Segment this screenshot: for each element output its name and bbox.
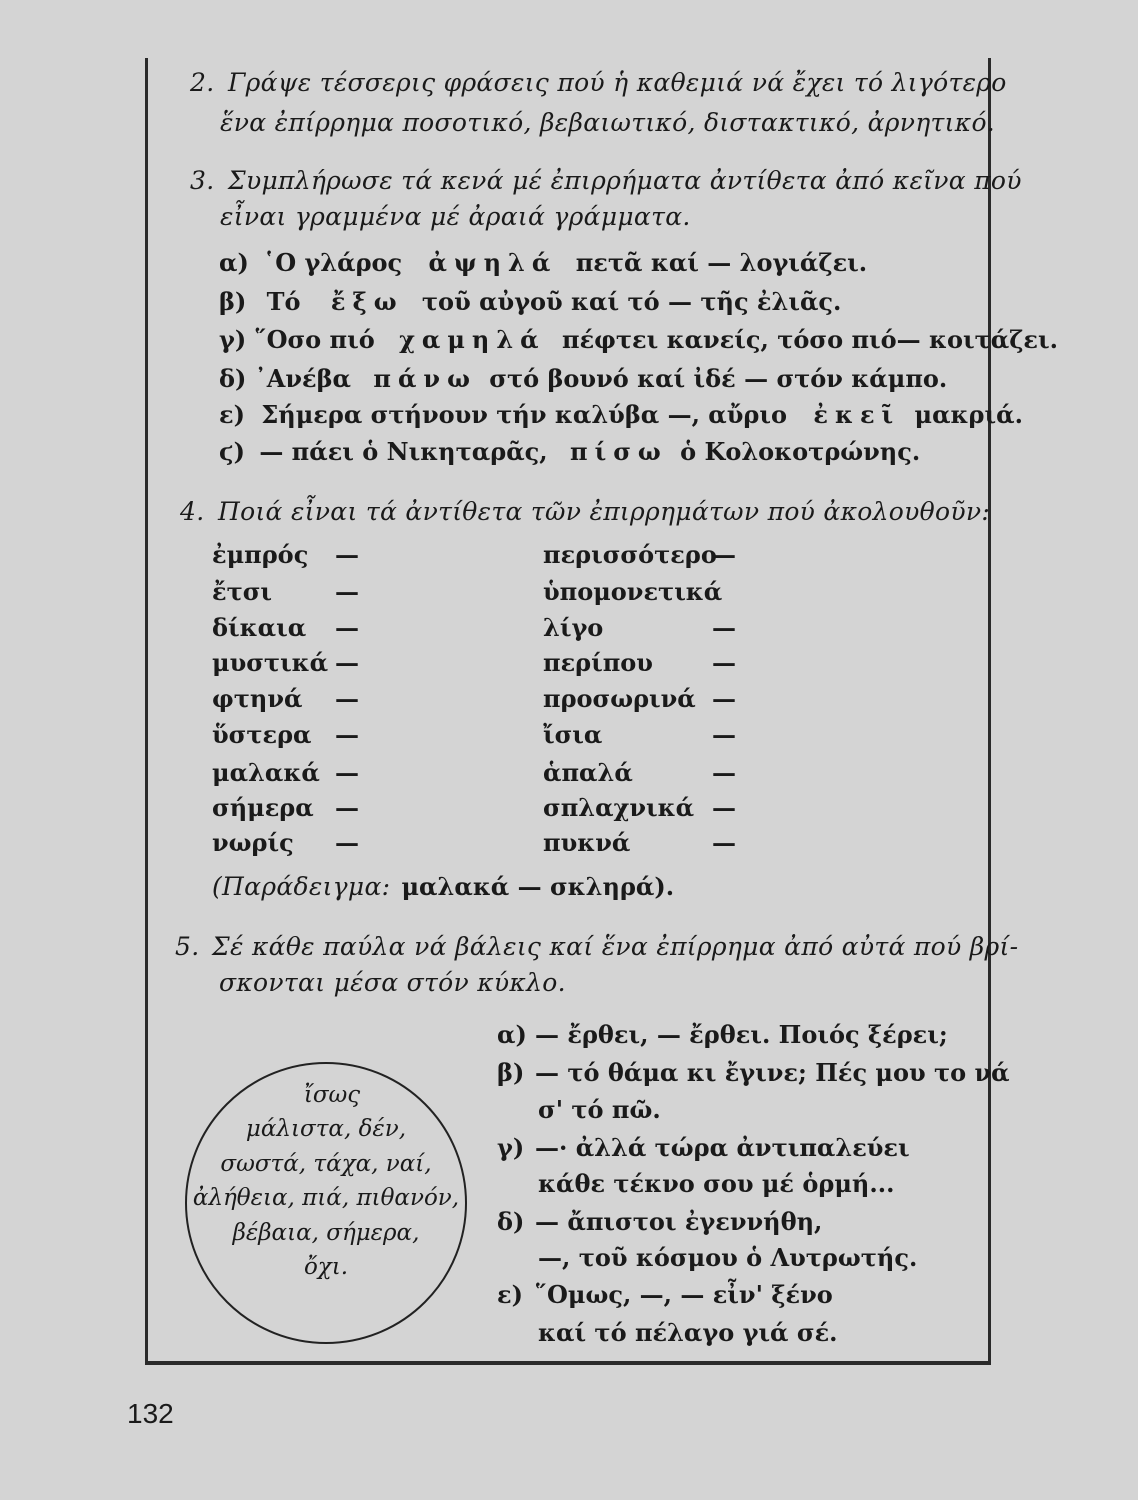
exercise-4-right-dash: — [712,648,736,677]
exercise-5-text: καί τό πέλαγο γιά σέ. [538,1318,838,1347]
exercise-5-text: —· ἀλλά τώρα ἀντιπαλεύει [535,1133,910,1162]
exercise-4-left-dash: — [335,758,359,787]
exercise-3-item: ϛ) — πάει ὁ Νικηταρᾶς, πίσω ὁ Κολοκοτρώνης. [219,437,921,466]
exercise-5-text: σ' τό πῶ. [538,1095,661,1124]
exercise-4-right-dash: — [712,613,736,642]
exercise-5-text: — ἔρθει, — ἔρθει. Ποιός ξέρει; [535,1020,948,1049]
exercise-4-right-word: πυκνά [543,828,631,857]
exercise-5-line-1: Σέ κάθε παύλα νά βάλεις καί ἕνα ἐπίρρημα ἀπό αὐτά πού βρί- [212,932,1019,961]
exercise-4-right-word: περίπου [543,648,653,677]
exercise-3-item: α) ῾Ο γλάρος ἀψηλά πετᾶ καί — λογιάζει. [219,248,868,277]
exercise-4-left-dash: — [335,613,359,642]
exercise-4-right-word: ἁπαλά [543,758,633,787]
exercise-4-example: (Παράδειγμα: μαλακά — σκληρά). [212,872,675,901]
exercise-3-item: γ) ῞Οσο πιό χαμηλά πέφτει κανείς, τόσο πιό— κοιτάζει. [219,325,1058,354]
exercise-4-right-dash: — [712,684,736,713]
exercise-4-left-dash: — [335,720,359,749]
exercise-2-number: 2. [190,68,215,97]
exercise-4-left-word: μυστικά [212,648,329,677]
exercise-4-left-dash: — [335,648,359,677]
exercise-5-text: — τό θάμα κι ἔγινε; Πές μου το νά [535,1058,1010,1087]
exercise-4-right-word: περισσότερο [543,540,717,569]
exercise-4-left-word: μαλακά [212,758,320,787]
exercise-4-right-word: σπλαχνικά [543,793,695,822]
circle-word-line: ἀλήθεια, πιά, πιθανόν, [192,1185,460,1211]
exercise-5-text: — ἄπιστοι ἐγεννήθη, [535,1207,823,1236]
exercise-3-line-1: Συμπλήρωσε τά κενά μέ ἐπιρρήματα ἀντίθετα ἀπό κεῖνα πού [228,166,1022,195]
exercise-4-left-word: σήμερα [212,793,314,822]
exercise-3-item: ε) Σήμερα στήνουν τήν καλύβα —, αὔριο ἐκεῖ μακριά. [219,400,1023,429]
exercise-4-left-dash: — [335,540,359,569]
exercise-5-number: 5. [175,932,200,961]
exercise-4-left-word: νωρίς [212,828,294,857]
adverb-circle [185,1062,467,1344]
circle-word-line: ὄχι. [303,1254,349,1280]
exercise-4-left-word: ἐμπρός [212,540,309,569]
exercise-4-left-word: δίκαια [212,613,307,642]
exercise-5-label: γ) [497,1133,525,1162]
exercise-4-right-dash: — [712,758,736,787]
exercise-4-line-1: Ποιά εἶναι τά ἀντίθετα τῶν ἐπιρρημάτων πού ἀκολουθοῦν: [218,497,991,526]
exercise-5-line-2: σκονται μέσα στόν κύκλο. [219,968,566,997]
exercise-4-right-dash: — [712,828,736,857]
exercise-4-right-word: ἴσια [543,720,603,749]
circle-word-line: βέβαια, σήμερα, [232,1220,420,1246]
exercise-3-item: β) Τό ἔξω τοῦ αὐγοῦ καί τό — τῆς ἐλιᾶς. [219,287,842,316]
exercise-4-right-dash: — [712,720,736,749]
exercise-5-label: α) [497,1020,527,1049]
exercise-4-left-word: φτηνά [212,684,303,713]
exercise-4-left-dash: — [335,577,359,606]
exercise-4-right-word: λίγο [543,613,604,642]
exercise-4-right-dash: — [712,793,736,822]
exercise-5-text: —, τοῦ κόσμου ὁ Λυτρωτής. [538,1243,918,1272]
exercise-4-right-dash: — [712,540,736,569]
exercise-5-text: κάθε τέκνο σου μέ ὁρμή... [538,1169,895,1198]
exercise-4-right-word: προσωρινά [543,684,696,713]
exercise-4-left-dash: — [335,684,359,713]
exercise-4-left-dash: — [335,793,359,822]
exercise-4-number: 4. [180,497,205,526]
exercise-3-number: 3. [190,166,215,195]
exercise-4-left-word: ἔτσι [212,577,273,606]
exercise-5-text: ῞Ομως, —, — εἶν' ξένο [535,1280,833,1309]
exercise-5-label: β) [497,1058,525,1087]
page-number: 132 [127,1398,174,1429]
circle-word-line: μάλιστα, δέν, [245,1116,407,1142]
exercise-2-line-1: Γράψε τέσσερις φράσεις πού ἡ καθεμιά νά ἔχει τό λιγότερο [228,68,1007,97]
exercise-2-line-2: ἕνα ἐπίρρημα ποσοτικό, βεβαιωτικό, διστακτικό, ἀρνητικό. [220,108,996,137]
exercise-3-line-2: εἶναι γραμμένα μέ ἀραιά γράμματα. [220,202,691,231]
exercise-4-right-word: ὑπομονετικά [543,577,723,606]
exercise-4-left-word: ὕστερα [212,720,312,749]
exercise-5-label: ε) [497,1280,523,1309]
exercise-5-label: δ) [497,1207,525,1236]
exercise-4-left-dash: — [335,828,359,857]
circle-word-line: σωστά, τάχα, ναί, [220,1151,432,1177]
exercise-3-item: δ) ᾿Ανέβα πάνω στό βουνό καί ἰδέ — στόν κάμπο. [219,364,948,393]
circle-word-line: ἴσως [303,1082,361,1108]
